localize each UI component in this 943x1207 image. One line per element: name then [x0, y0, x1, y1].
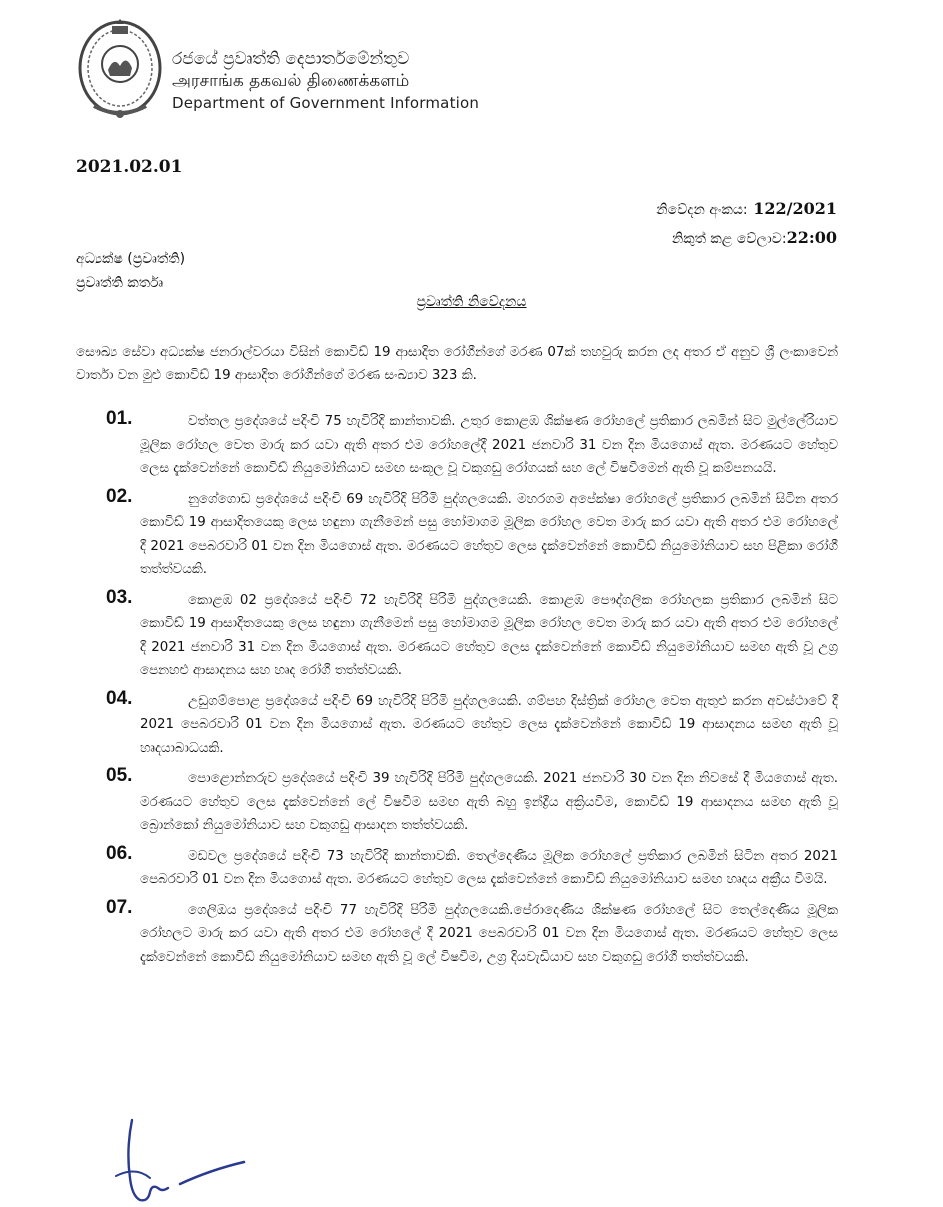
recipients [76, 247, 185, 295]
notice-number-value: 122/2021 [753, 199, 837, 218]
document-date: 2021.02.01 [76, 157, 183, 177]
item-text: නුගේගොඩ ප්‍රදේශයේ පදිංචි 69 හැවිරිදි පිරිමි පුද්ගලයෙකි. මහරගම අපේක්ෂා රෝහලේ ප්‍රතිකාර ලබමින් සිටින අතර කොවිඩ් 19 ආසාදිතයෙකු ලෙස හඳුනා ගැනීමෙන් පසු හෝමාගම මූලික රෝහල වෙත මාරු කර යවා ඇති අතර එම රෝහලේ දී 2021 පෙබරවාරි 01 වන දින මියගොස් ඇත. මරණයට හේතුව ලෙස දැක්වෙන්නේ කොවිඩ් නියුමෝනියාව සහ පිළිකා රෝගී තත්ත්වයකි. [140, 491, 838, 577]
list-item [106, 896, 838, 970]
item-text: ගෙලිඔය ප්‍රදේශයේ පදිංචි 77 හැවිරිදි පිරිමි පුද්ගලයෙකි.පේරාදෙණිය ශික්ෂණ රෝහලේ සිට තෙල්දෙණිය මූලික රෝහලට මාරු කර යවා ඇති අතර එම රෝහලේ දී 2021 පෙබරවාරි 01 වන දින මියගොස් ඇත. මරණයට හේතුව ලෙස දැක්වෙන්නේ කොවිඩ් නියුමෝනියාව සමඟ ඇති වූ ලේ විෂවීම, උග්‍ර දියවැඩියාව සහ වකුගඩු රෝගී තත්ත්වයකි. [140, 902, 838, 965]
organization-name [172, 48, 479, 114]
issue-time-label: නිකුත් කළ වේලාව: [671, 231, 787, 247]
item-number: 07. [106, 896, 133, 918]
item-number: 03. [106, 586, 133, 608]
notice-number-label: නිවේදන අංකය: [656, 202, 748, 218]
recipient-editor: ප්‍රවෘත්ති කර්තෘ [76, 275, 164, 291]
item-text: වත්තල ප්‍රදේශයේ පදිංචි 75 හැවිරිදි කාන්තාවකි. උතුර කොළඹ ශික්ෂණ රෝහලේ ප්‍රතිකාර ලබමින් සිට මුල්ලේරියාව මූලික රෝහල වෙත මාරු කර යවා ඇති අතර එම රෝහලේදී 2021 ජනවාරි 31 වන දින මියගොස් ඇත. මරණයට හේතුව ලෙස දැක්වෙන්නේ කොවිඩ් නියුමෝනියාව සමඟ සංකූල වූ වකුගඩු රෝගයක් සහ ලේ විෂවීමෙන් ඇති වූ කම්පනයයි. [140, 414, 838, 476]
notice-number-line [656, 195, 837, 224]
item-text: උඩුගම්පොළ ප්‍රදේශයේ පදිංචි 69 හැවිරිදි පිරිමි පුද්ගලයෙකි. ගම්පහ දිස්ත්‍රික් රෝහල වෙත ඇතුළු කරන අවස්ථාවේ දී 2021 පෙබරවාරි 01 වන දින මියගොස් ඇත. මරණයට හේතුව ලෙස දැක්වෙන්නේ කොවිඩ් 19 ආසාදනය සමඟ ඇති වූ හෘදයාබාධයකි. [140, 693, 838, 756]
item-text: කොළඹ 02 ප්‍රදේශයේ පදිංචි 72 හැවිරිදි පිරිමි පුද්ගලයෙකි. කොළඹ පෞද්ගලික රෝහලක ප්‍රතිකාර ලබමින් සිට කොවිඩ් 19 ආසාදිතයෙකු ලෙස හඳුනා ගැනීමෙන් පසු හෝමාගම මූලික රෝහල වෙත මාරු කර යවා ඇති අතර එම රෝහලේ දී 2021 ජනවාරි 31 වන දින මියගොස් ඇත. මරණයට හේතුව ලෙස දැක්වෙන්නේ කොවිඩ් නියුමෝනියාව සමඟ ඇති වූ උග්‍ර පෙනහළු ආසාදනය සහ හෘද රෝගී තත්ත්වයකි. [140, 592, 838, 678]
list-item [106, 687, 838, 761]
org-name-english: Department of Government Information [172, 94, 480, 112]
org-name-tamil: அரசாங்க தகவல் திணைக்களம் [172, 71, 410, 91]
notice-title: ප්‍රවෘත්ති නිවේදනය [416, 294, 527, 310]
handwritten-signature-icon [110, 1118, 250, 1207]
org-name-sinhala: රජයේ ප්‍රවෘත්ති දෙපාර්තමේන්තුව [172, 49, 410, 69]
list-item [106, 842, 838, 892]
sri-lanka-emblem-icon [72, 18, 168, 122]
issue-time-line [656, 224, 837, 253]
issue-time-value: 22:00 [786, 228, 837, 247]
item-number: 02. [106, 485, 133, 507]
item-number: 04. [106, 687, 133, 709]
recipient-director: අධ්‍යක්ෂ (ප්‍රවෘත්ති) [76, 251, 186, 267]
item-number: 06. [106, 842, 133, 864]
list-item [106, 586, 838, 683]
list-item [106, 767, 838, 838]
list-item [106, 410, 838, 481]
reference-block [656, 195, 837, 253]
item-number: 01. [106, 408, 133, 429]
death-list [106, 410, 838, 976]
item-text: මඩවල ප්‍රදේශයේ පදිංචි 73 හැවිරිදි කාන්තාවකි. තෙල්දෙණිය මූලික රෝහලේ ප්‍රතිකාර ලබමින් සිටින අතර 2021 පෙබරවාරි 01 වන දින මියගොස් ඇත. මරණයට හේතුව ලෙස දැක්වෙන්නේ කොවිඩ් නියුමෝනියාව සමඟ හෘදය අක්‍රීය වීමයි. [140, 848, 838, 887]
list-item [106, 485, 838, 582]
intro-paragraph: සෞඛ්‍ය සේවා අධ්‍යක්ෂ ජනරාල්වරයා විසින් කොවිඩ් 19 ආසාදිත රෝගීන්ගේ මරණ 07ක් තහවුරු කරන ලද අතර ඒ අනුව ශ්‍රී ලංකාවෙන් වාර්තා වන මුළු කොවිඩ් 19 ආසාදිත රෝගීන්ගේ මරණ සංඛ්‍යාව 323 කි. [76, 345, 838, 383]
item-number: 05. [106, 765, 133, 786]
letterhead [72, 18, 492, 128]
item-text: පොළොන්නරුව ප්‍රදේශයේ පදිංචි 39 හැවිරිදි පිරිමි පුද්ගලයෙකි. 2021 ජනවාරි 30 වන දින නිවසේ දී මියගොස් ඇත. මරණයට හේතුව ලෙස දැක්වෙන්නේ ලේ විෂවීම සමඟ ඇති බහු ඉන්ද්‍රීය අක්‍රියවීම, කොවිඩ් 19 ආසාදනය සමඟ ඇති වූ බ්‍රොන්කෝ නියුමෝනියාව සහ වකුගඩු ආසාදන තත්ත්වයකි. [140, 771, 838, 833]
